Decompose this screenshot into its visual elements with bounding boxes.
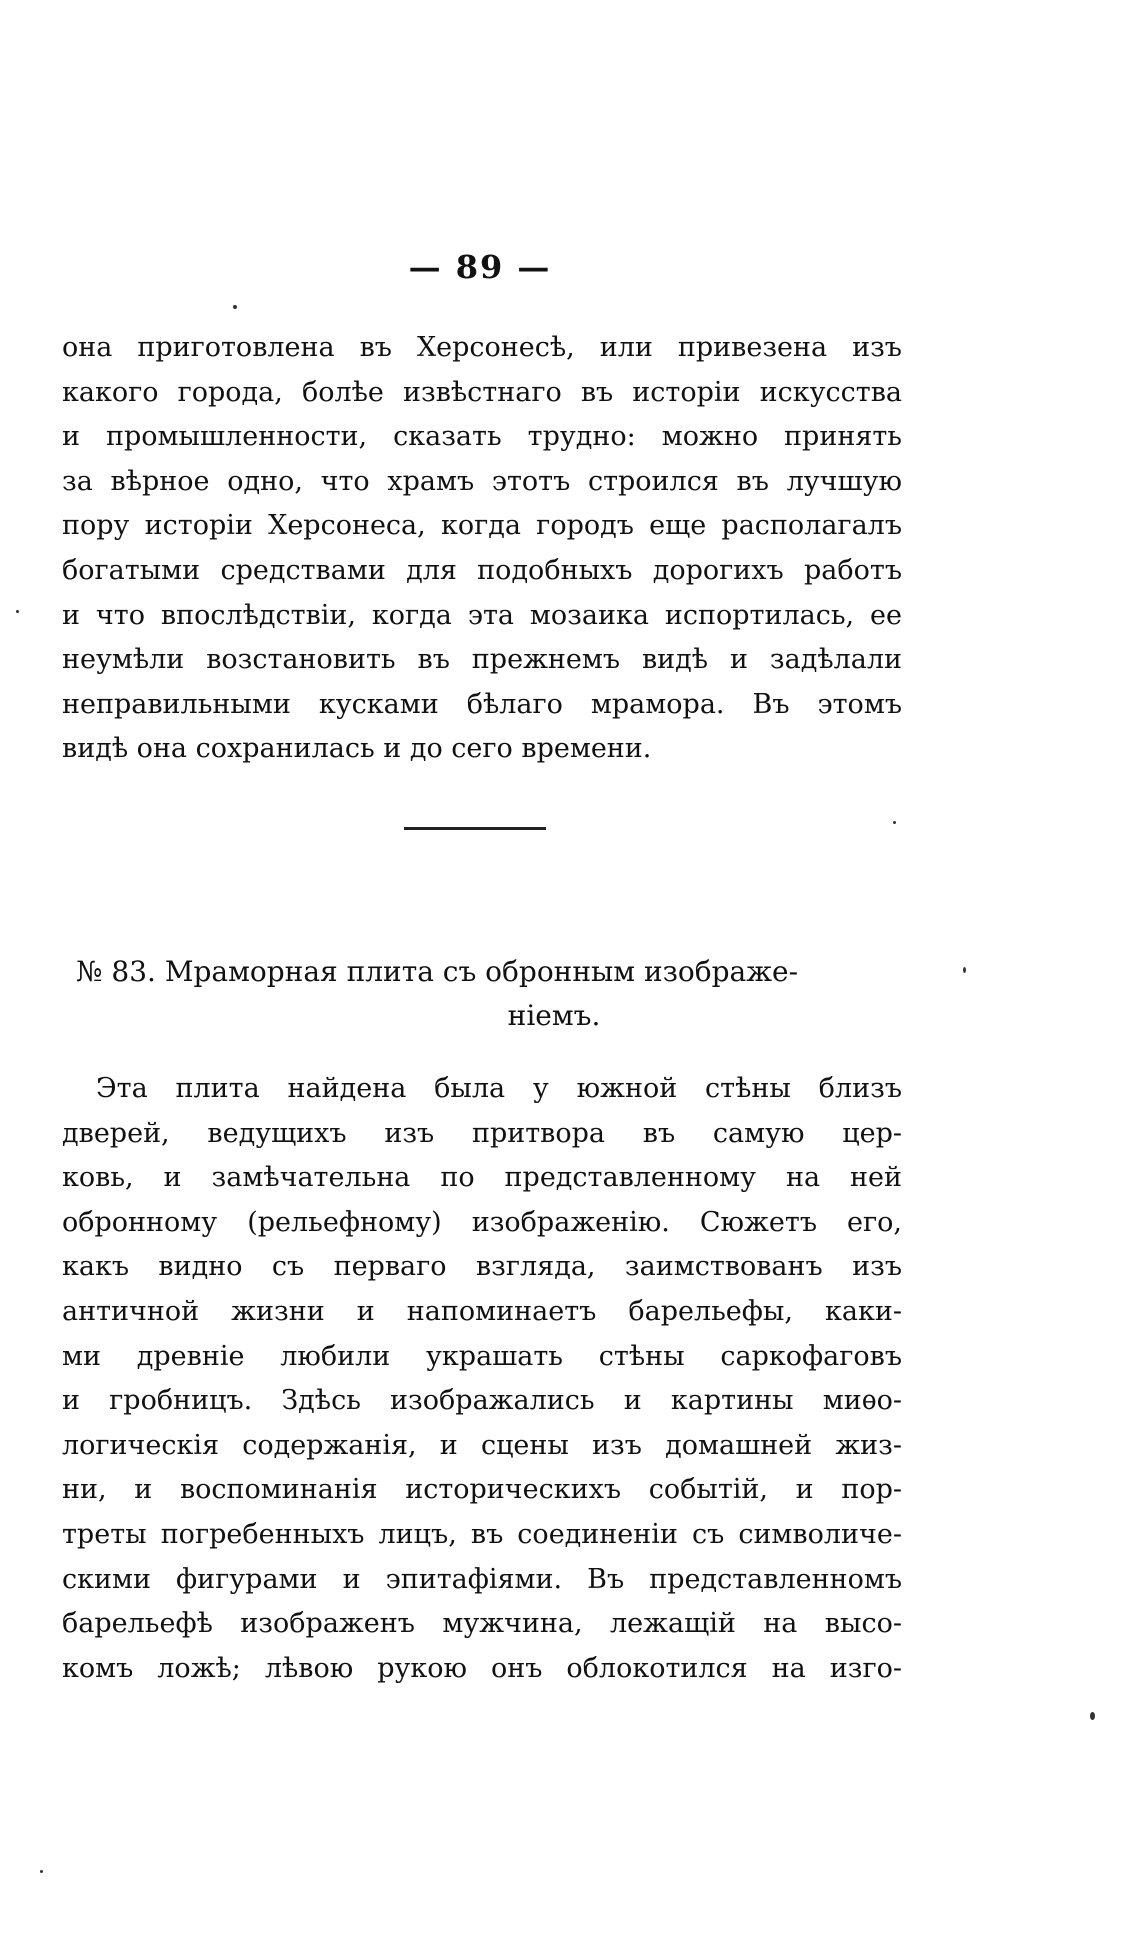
text-line: Эта плита найдена была у южной стѣны близъ xyxy=(96,1073,902,1104)
page-number: — 89 — xyxy=(408,248,552,286)
section-heading xyxy=(64,950,964,1038)
text-line: какого города, болѣе извѣстнаго въ исторіи искусства xyxy=(62,376,902,408)
text-line: видѣ она сохранилась и до сего времени. xyxy=(62,733,652,765)
text-line: скими фигурами и эпитафіями. Въ представленномъ xyxy=(62,1563,902,1595)
text-line: она приготовлена въ Херсонесѣ, или привезена изъ xyxy=(62,332,902,363)
paragraph-section-83 xyxy=(62,1067,902,1691)
text-line: за вѣрное одно, что храмъ этотъ строился въ лучшую xyxy=(62,465,902,497)
scan-speck xyxy=(233,305,237,309)
text-line: богатыми средствами для подобныхъ дорогихъ работъ xyxy=(62,554,902,586)
section-heading-line: № 83. Мраморная плита съ обронным изображе- xyxy=(76,955,799,988)
text-line: дверей, ведущихъ изъ притвора въ самую цер- xyxy=(62,1117,902,1149)
text-line: барельефѣ изображенъ мужчина, лежащій на высо- xyxy=(62,1608,902,1640)
text-line: ковь, и замѣчательна по представленному на ней xyxy=(62,1162,902,1194)
text-line: треты погребенныхъ лицъ, въ соединеніи съ символиче- xyxy=(62,1518,902,1550)
text-line: ми древніе любили украшать стѣны саркофаговъ xyxy=(62,1340,902,1372)
text-line: ни, и воспоминанія историческихъ событій, и пор- xyxy=(62,1474,902,1506)
text-line: и что впослѣдствіи, когда эта мозаика испортилась, ее xyxy=(62,599,902,631)
paragraph-continuation xyxy=(62,326,902,772)
text-line: обронному (рельефному) изображенію. Сюжетъ его, xyxy=(62,1206,902,1238)
text-line: и промышленности, сказать трудно: можно принять xyxy=(62,421,902,453)
text-line: пору исторіи Херсонеса, когда городъ еще располагалъ xyxy=(62,510,902,542)
text-line: неправильными кусками бѣлаго мрамора. Въ этомъ xyxy=(62,688,902,720)
scan-speck xyxy=(40,1870,43,1873)
section-divider xyxy=(404,827,546,830)
text-line: и гробницъ. Здѣсь изображались и картины миѳо- xyxy=(62,1385,902,1417)
text-line: комъ ложѣ; лѣвою рукою онъ облокотился на изго- xyxy=(62,1652,902,1684)
scan-speck xyxy=(16,610,19,613)
scan-speck xyxy=(963,967,966,973)
text-line: античной жизни и напоминаетъ барельефы, каки- xyxy=(62,1295,902,1327)
text-line: логическія содержанія, и сцены изъ домашней жиз- xyxy=(62,1429,902,1461)
text-line: какъ видно съ перваго взгляда, заимствованъ изъ xyxy=(62,1251,902,1283)
section-heading-line: ніемъ. xyxy=(507,999,601,1032)
scan-speck xyxy=(893,821,896,824)
text-line: неумѣли возстановить въ прежнемъ видѣ и задѣлали xyxy=(62,644,902,676)
scan-speck xyxy=(1090,1712,1095,1720)
